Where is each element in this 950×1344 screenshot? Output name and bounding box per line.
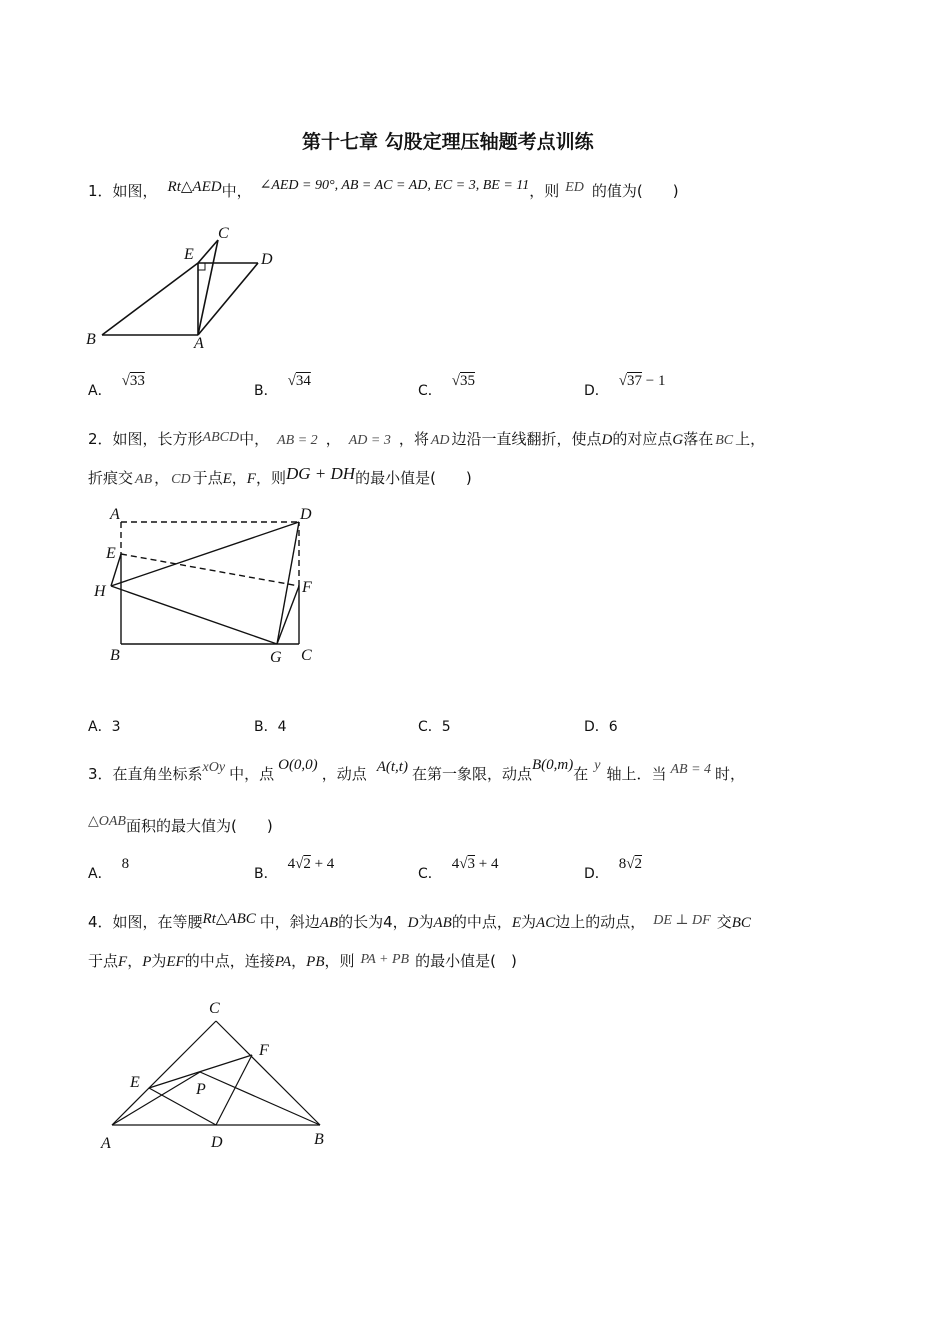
q4-text: 中，斜边 [259, 913, 320, 931]
q2-line-GF [277, 586, 299, 644]
q2-text: 边沿一直线翻折，使点 [451, 430, 602, 448]
q2-label-B: B [110, 647, 120, 664]
page-title: 第十七章 勾股定理压轴题考点训练 [302, 131, 594, 153]
q4-text: 的中点，连接 [184, 952, 275, 970]
q1-line-DA [198, 263, 258, 335]
q4-text: ， [291, 952, 307, 970]
q3-text: 在 [573, 765, 589, 783]
q1-right-angle-mark [198, 263, 205, 270]
question-3-line-1 [88, 757, 746, 784]
q4-math: AB [319, 915, 339, 931]
q1-number: 1．如图， [88, 182, 158, 200]
q4-text: 的长为4， [338, 913, 408, 931]
q1-line-BE [102, 263, 198, 335]
q3-option-c-suffix: + 4 [475, 856, 499, 872]
q2-label-D: D [300, 506, 312, 523]
q2-label-H: H [94, 583, 106, 600]
question-4-line-1 [88, 911, 751, 932]
q3-option-a-value: 8 [121, 856, 130, 872]
q2-line-HG [111, 586, 277, 644]
q4-label-A: A [101, 1135, 111, 1152]
q2-option-a-value: 3 [111, 719, 121, 735]
q4-line-PB [200, 1072, 320, 1125]
q4-math: P [142, 954, 152, 970]
q4-math: PA [274, 954, 292, 970]
q3-option-c: C．4√3 + 4 [418, 856, 499, 882]
q4-label-C: C [209, 1000, 220, 1017]
q2-option-a-label: A． [88, 719, 112, 735]
q1-option-a: A．√33 [88, 373, 145, 399]
q2-option-c [418, 716, 451, 736]
q4-figure [95, 995, 340, 1155]
q4-text: 4．如图，在等腰 [88, 913, 203, 931]
q2-text: 于点 [192, 469, 223, 487]
q4-text: ， [127, 952, 143, 970]
q4-text: 的中点， [451, 913, 512, 931]
q1-option-b-value: 34 [295, 373, 311, 389]
q1-line-CA [198, 240, 218, 335]
q4-line-AP [112, 1072, 200, 1125]
q1-ed: ED [565, 180, 584, 195]
q1-option-d: D．√37 − 1 [584, 373, 666, 399]
q3-option-c-radicand: 3 [467, 856, 476, 872]
q4-math: EF [166, 954, 185, 970]
q1-label-B: B [86, 331, 96, 348]
q4-text: 为 [521, 913, 537, 931]
q2-label-C: C [301, 647, 312, 664]
question-2-line-1 [88, 428, 765, 449]
question-2-line-2 [88, 464, 472, 488]
q4-line-ED [149, 1088, 216, 1125]
q4-text: 边上的动点， [555, 913, 646, 931]
q3-option-b: B．4√2 + 4 [254, 856, 335, 882]
q2-math: AD [430, 433, 450, 448]
q1-option-c-label: C． [418, 383, 442, 399]
q3-math: y [594, 758, 601, 773]
q4-text: 交 [716, 913, 732, 931]
question-1-text [88, 180, 679, 201]
q3-math: B(0,m) [531, 757, 574, 773]
q3-text: 3．在直角坐标系 [88, 765, 203, 783]
q2-math: AB = 2 [277, 433, 318, 448]
q4-line-CB [216, 1021, 320, 1125]
q1-label-A: A [194, 335, 204, 352]
q1-option-b-label: B． [254, 383, 278, 399]
q2-text: ，则 [255, 469, 286, 487]
question-4-line-2 [88, 950, 517, 971]
q2-option-b-label: B． [254, 719, 278, 735]
q3-option-d: D．8√2 [584, 856, 643, 882]
q3-option-c-label: C． [418, 866, 442, 882]
q4-label-D: D [211, 1134, 223, 1151]
q4-math: E [511, 915, 522, 931]
q3-option-d-coef: 8 [618, 856, 627, 872]
q2-option-c-value: 5 [441, 719, 451, 735]
q2-label-G: G [270, 649, 282, 666]
q3-option-b-radicand: 2 [303, 856, 311, 872]
q4-text: 为 [151, 952, 167, 970]
q2-text: 的对应点 [612, 430, 673, 448]
q2-math: E [222, 471, 232, 487]
q2-text: 落在 [683, 430, 714, 448]
q2-math: D [601, 432, 613, 448]
q3-option-d-label: D． [584, 866, 609, 882]
q1-option-a-label: A． [88, 383, 112, 399]
q2-text: 中， [239, 430, 270, 448]
q1-triangle: Rt△AED [167, 179, 222, 195]
q2-line-EF [121, 554, 299, 586]
q1-zhong: 中， [221, 182, 252, 200]
q2-option-d-label: D． [584, 719, 609, 735]
q1-label-E: E [184, 246, 194, 263]
q2-line-HD [111, 522, 299, 586]
q2-math: CD [171, 472, 191, 487]
q2-text: 折痕交 [88, 469, 134, 487]
q4-label-F: F [259, 1042, 269, 1059]
question-3-line-2 [88, 815, 273, 836]
q4-math: BC [731, 915, 751, 931]
q2-label-F: F [302, 579, 312, 596]
q1-label-D: D [261, 251, 273, 268]
q1-label-C: C [218, 225, 229, 242]
q2-option-b [254, 716, 287, 736]
q1-option-c-value: 35 [460, 373, 476, 389]
q1-condition: ∠AED = 90°, AB = AC = AD, EC = 3, BE = 11 [259, 178, 530, 193]
q2-math: G [672, 432, 684, 448]
q3-text: 时， [715, 765, 746, 783]
q3-option-b-label: B． [254, 866, 278, 882]
q2-math: AD = 3 [348, 433, 391, 448]
q4-label-P: P [196, 1081, 206, 1098]
q4-math: D [407, 915, 419, 931]
q3-option-c-coef: 4 [451, 856, 460, 872]
q3-option-a-label: A． [88, 866, 112, 882]
q4-math: AB [433, 915, 452, 931]
q2-text: 的最小值是( ) [355, 469, 472, 487]
q3-text: 在第一象限，动点 [411, 765, 532, 783]
q2-label-E: E [106, 545, 116, 562]
q1-figure [80, 222, 300, 352]
q1-option-b: B．√34 [254, 373, 311, 399]
q4-text: 为 [418, 913, 434, 931]
q3-option-d-radicand: 2 [634, 856, 643, 872]
q3-math: xOy [202, 760, 226, 775]
q2-math: BC [715, 433, 734, 448]
q4-math: Rt△ABC [202, 911, 256, 927]
q3-text: 面积的最大值为( ) [125, 817, 273, 835]
q3-math: △OAB [88, 814, 126, 829]
q2-text: ， [154, 469, 170, 487]
q4-math: F [118, 954, 128, 970]
q4-label-E: E [130, 1074, 140, 1091]
q2-text: 2．如图，长方形 [88, 430, 203, 448]
q2-math: DG + DH [285, 464, 356, 483]
q1-option-d-suffix: − 1 [642, 373, 666, 389]
q1-then: ，则 [529, 182, 560, 200]
q2-text: ， [231, 469, 247, 487]
q2-text: ， [325, 430, 341, 448]
q2-math: F [246, 471, 256, 487]
q2-label-A: A [110, 506, 120, 523]
q3-math: AB = 4 [670, 762, 712, 777]
q4-text: 于点 [88, 952, 119, 970]
q3-option-a [88, 856, 130, 883]
q2-option-d [584, 716, 618, 736]
q2-option-d-value: 6 [608, 719, 618, 735]
q4-line-DF [216, 1055, 252, 1125]
q2-math: ABCD [202, 430, 240, 445]
q4-label-B: B [314, 1131, 324, 1148]
q4-text: 的最小值是( ) [415, 952, 517, 970]
q2-text: ，将 [398, 430, 429, 448]
q3-math: O(0,0) [278, 757, 318, 773]
q4-math: AC [536, 915, 556, 931]
q4-text: ，则 [324, 952, 355, 970]
q4-line-AC [112, 1021, 216, 1125]
q3-option-b-suffix: + 4 [310, 856, 335, 872]
q4-math: DE ⊥ DF [653, 913, 711, 928]
q2-option-c-label: C． [418, 719, 442, 735]
q1-option-d-label: D． [584, 383, 609, 399]
q3-option-b-coef: 4 [287, 856, 296, 872]
q2-math: AB [135, 472, 153, 487]
q4-math: PB [306, 954, 325, 970]
q2-option-b-value: 4 [277, 719, 287, 735]
q1-option-c: C．√35 [418, 373, 476, 399]
q2-text: 上， [735, 430, 766, 448]
q1-option-a-value: 33 [129, 373, 145, 389]
q3-text: 中，点 [229, 765, 275, 783]
q2-option-a [88, 716, 121, 736]
q3-text: ，动点 [321, 765, 367, 783]
q4-math: PA + PB [360, 952, 410, 967]
q3-math: A(t,t) [376, 759, 408, 775]
q1-ask: 的值为( ) [591, 182, 679, 200]
q2-figure [90, 502, 330, 672]
q3-text: 轴上．当 [606, 765, 667, 783]
q1-option-d-value: 37 [627, 373, 643, 389]
